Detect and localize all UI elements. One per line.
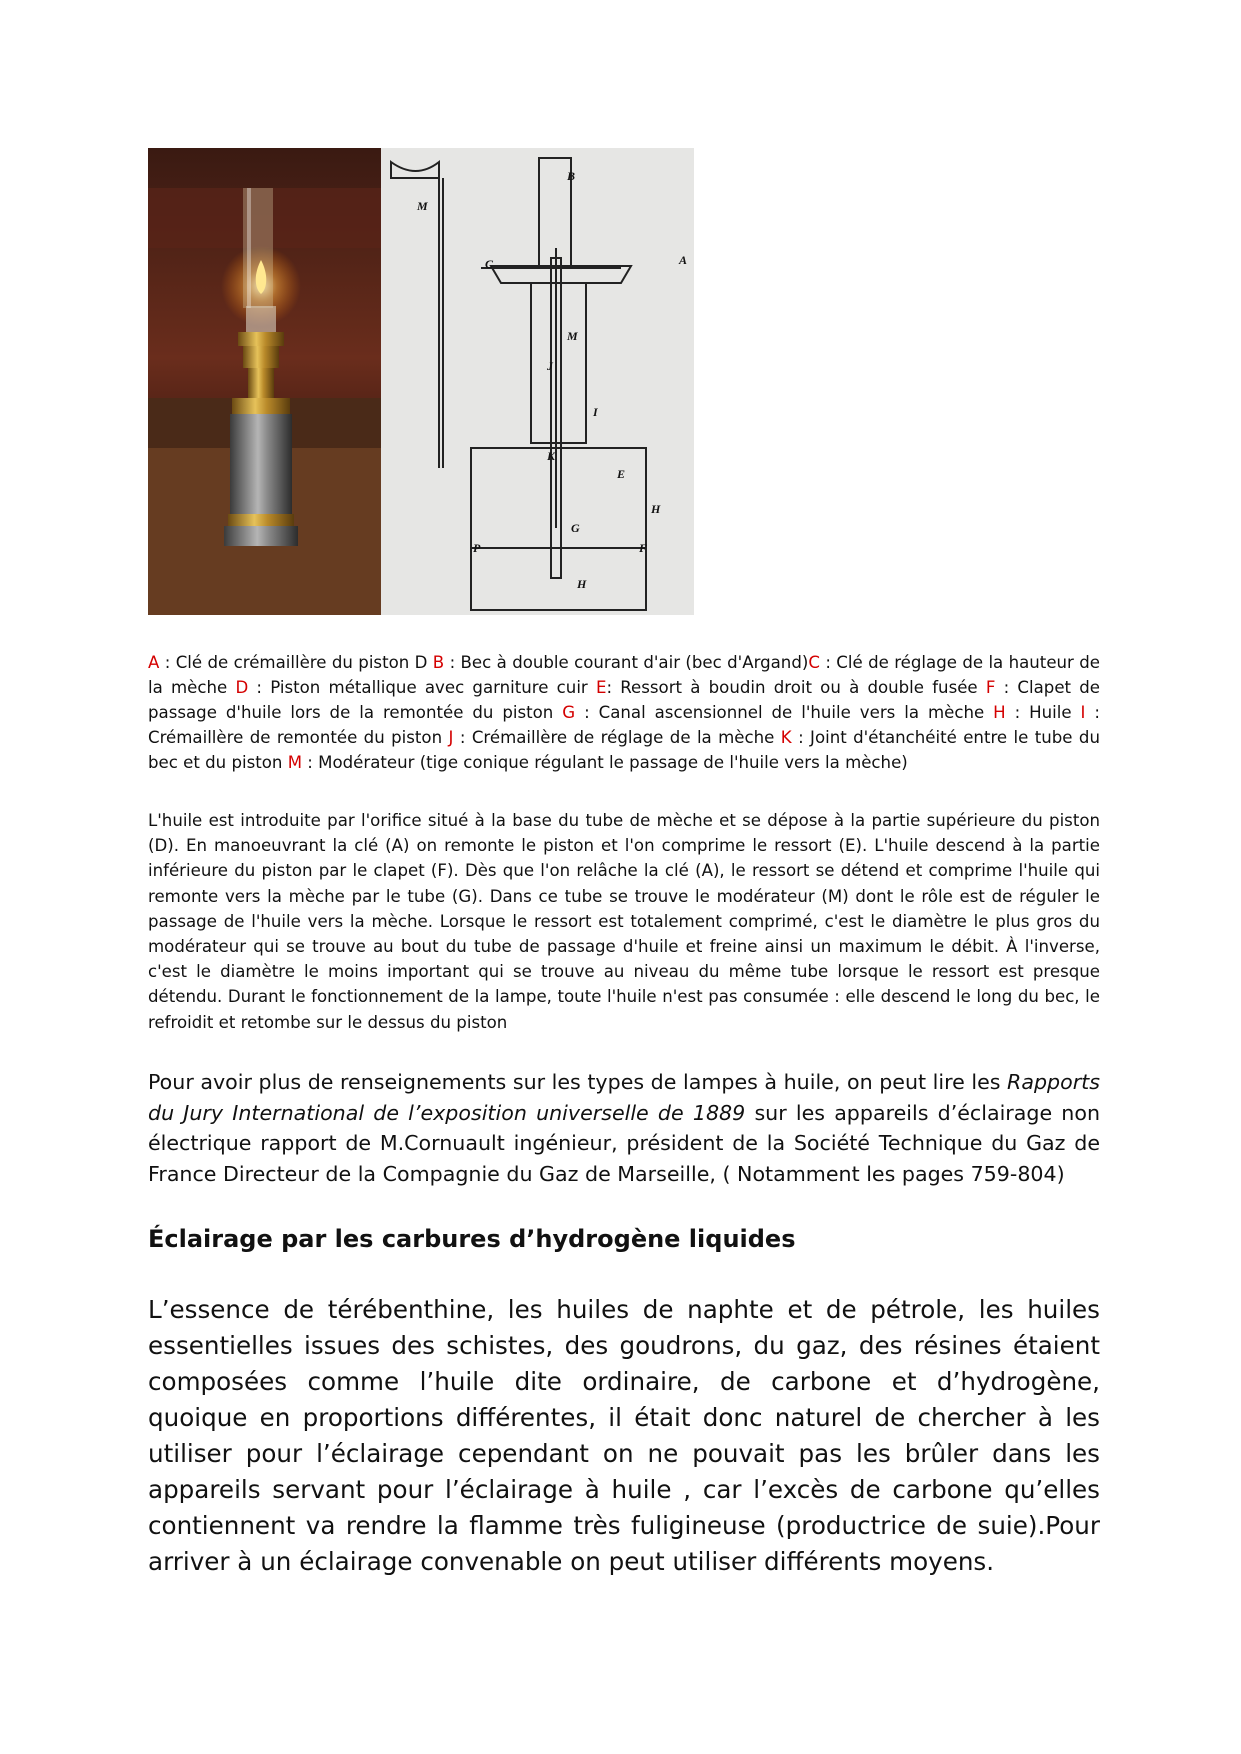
legend-text: : Ressort à boudin droit ou à double fusée (606, 678, 986, 697)
legend-key: J (448, 728, 454, 747)
diagram-label: C (485, 257, 494, 271)
legend-key: A (148, 653, 160, 672)
diagram-label: H (651, 502, 661, 516)
section-heading: Éclairage par les carbures d’hydrogène liquides (148, 1225, 796, 1253)
legend-text: : Piston métallique avec garniture cuir (248, 678, 596, 697)
diagram-label: B (567, 169, 576, 183)
legend-key: B (432, 653, 445, 672)
legend-text: : Joint d'étanchéité entre le tube du bec et du piston (148, 728, 1100, 772)
reference-intro: Pour avoir plus de renseignements sur les types de lampes à huile, on peut lire les (148, 1070, 1008, 1094)
reference-title: Rapports du Jury International de l’exposition universelle de 1889 (148, 1070, 1100, 1125)
figure-legend (148, 650, 1100, 775)
legend-text: : Huile (1005, 703, 1081, 722)
reference-details: sur les appareils d’éclairage non électrique rapport de M.Cornuault ingénieur, président de la Société Technique du Gaz de France Directeur de la Compagnie du Gaz de Marseille, ( Notamment les pages 759-804) (148, 1100, 1101, 1186)
legend-text: : Modérateur (tige conique régulant le passage de l'huile vers la mèche) (302, 753, 908, 772)
legend-text: : Clapet de passage d'huile lors de la remontée du piston (148, 678, 1100, 722)
legend-key: I (1080, 703, 1086, 722)
legend-key: M (287, 753, 303, 772)
diagram-label: J (547, 359, 553, 373)
diagram-label: G (571, 521, 580, 535)
legend-text: : Bec à double courant d'air (bec d'Argand) (444, 653, 809, 672)
legend-key: H (993, 703, 1006, 722)
diagram-label: P (473, 541, 481, 555)
legend-key: G (562, 703, 576, 722)
legend-key: D (235, 678, 249, 697)
legend-text: : Clé de crémaillère du piston D (159, 653, 433, 672)
legend-text: : Crémaillère de réglage de la mèche (453, 728, 781, 747)
legend-text: : Crémaillère de remontée du piston (148, 703, 1100, 747)
diagram-label: M (567, 329, 578, 343)
mechanism-description: L'huile est introduite par l'orifice situé à la base du tube de mèche et se dépose à la partie supérieure du piston (D). En manoeuvrant la clé (A) on remonte le piston et l'on comprime le ressort (E). L'huile descend à la partie inférieure du piston par le clapet (F). Dès que l'on relâche la clé (A), le ressort se détend et comprime l'huile qui remonte vers la mèche par le tube (G). Dans ce tube se trouve le modérateur (M) dont le rôle est de réguler le passage de l'huile vers la mèche. Lorsque le ressort est totalement comprimé, c'est le diamètre le plus gros du modérateur qui se trouve au bout du tube de passage d'huile et freine ainsi un maximum le débit. À l'inverse, c'est le diamètre le moins important qui se trouve au niveau du même tube lorsque le ressort est presque détendu. Durant le fonctionnement de la lampe, toute l'huile n'est pas consumée : elle descend le long du bec, le refroidit et retombe sur le dessus du piston (148, 811, 1100, 1032)
legend-key: K (780, 728, 792, 747)
legend-key: C (808, 653, 820, 672)
lamp-photo (148, 148, 381, 615)
diagram-label: K (547, 449, 556, 463)
legend-key: E (595, 678, 607, 697)
section-body: L’essence de térébenthine, les huiles de naphte et de pétrole, les huiles essentielles issues des schistes, des goudrons, du gaz, des résines étaient composées comme l’huile dite ordinaire, de carbone et d’hydrogène, quoique en proportions différentes, il était donc naturel de chercher à les utiliser pour l’éclairage cependant on ne pouvait pas les brûler dans les appareils servant pour l’éclairage à huile , car l’excès de carbone qu’elles contiennent va rendre la flamme très fuligineuse (productrice de suie).Pour arriver à un éclairage convenable on peut utiliser différents moyens. (148, 1295, 1100, 1576)
legend-text: : Clé de réglage de la hauteur de la mèche (148, 653, 1100, 697)
diagram-label: A (679, 253, 688, 267)
diagram-label: E (617, 467, 626, 481)
diagram-label: M (417, 199, 428, 213)
legend-key: F (985, 678, 996, 697)
legend-text: : Canal ascensionnel de l'huile vers la mèche (575, 703, 994, 722)
diagram-label: H (577, 577, 587, 591)
reference-paragraph (148, 1067, 1100, 1189)
diagram-label: I (593, 405, 598, 419)
lamp-cross-section-diagram (381, 148, 694, 615)
diagram-label: F (639, 541, 648, 555)
